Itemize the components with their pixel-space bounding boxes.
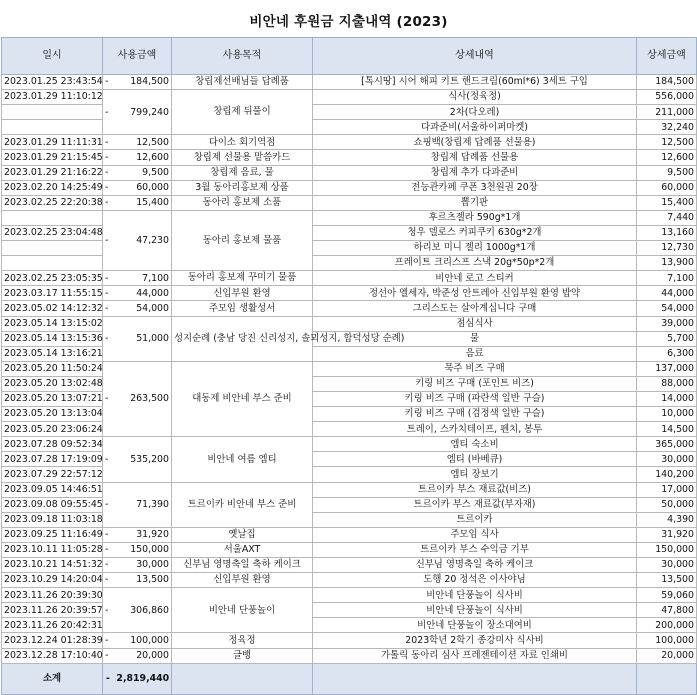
table-row xyxy=(2,361,697,376)
table-row xyxy=(2,542,697,557)
row-detail-amount: 47,800 xyxy=(637,603,697,618)
row-detail-amount: 150,000 xyxy=(637,542,697,557)
row-detail-amount: 31,920 xyxy=(637,527,697,542)
row-detail-amount: 100,000 xyxy=(637,633,697,648)
table-body xyxy=(2,75,697,664)
row-date: 2023.05.20 11:50:24 xyxy=(2,361,103,376)
row-amount: - 31,920 xyxy=(103,527,172,542)
row-detail: 엠티 (바베큐) xyxy=(313,452,637,467)
row-detail-amount: 88,000 xyxy=(637,376,697,391)
row-amount: - 44,000 xyxy=(103,286,172,301)
row-amount: - 51,000 xyxy=(103,316,172,361)
row-detail: 트레이, 스카치테이프, 펜치, 봉투 xyxy=(313,422,637,437)
header-purpose: 사용목적 xyxy=(172,38,313,75)
row-purpose: 트르이카 비안네 부스 준비 xyxy=(172,482,313,527)
row-detail-amount: 30,000 xyxy=(637,558,697,573)
row-detail: 도행 20 정석은 이사야님 xyxy=(313,573,637,588)
row-detail: 키링 비즈 구매 (검정색 일반 구슬) xyxy=(313,407,637,422)
total-amount-value: 2,819,440 xyxy=(116,672,170,684)
row-detail: 묵주 비즈 구매 xyxy=(313,361,637,376)
row-date: 2023.10.11 11:05:28 xyxy=(2,542,103,557)
row-detail: 주모임 식사 xyxy=(313,527,637,542)
row-date: 2023.02.25 23:05:35 xyxy=(2,271,103,286)
row-detail: 하리보 미니 젤리 1000g*1개 xyxy=(313,241,637,256)
row-date: 2023.05.14 13:15:02 xyxy=(2,316,103,331)
row-amount: - 263,500 xyxy=(103,361,172,436)
row-date: 2023.09.18 11:03:18 xyxy=(2,512,103,527)
row-detail-amount: 7,440 xyxy=(637,210,697,225)
row-detail: 음료 xyxy=(313,346,637,361)
row-detail: 키링 비즈 구매 (포인트 비즈) xyxy=(313,376,637,391)
row-detail: 다과준비(서울하이퍼마켓) xyxy=(313,120,637,135)
row-detail-amount: 365,000 xyxy=(637,437,697,452)
row-date: 2023.01.29 11:10:12 xyxy=(2,90,103,105)
row-purpose: 3월 동아리홍보제 상품 xyxy=(172,180,313,195)
table-row xyxy=(2,195,697,210)
row-detail-amount: 9,500 xyxy=(637,165,697,180)
row-purpose: 창립제 음료, 물 xyxy=(172,165,313,180)
row-detail: 비안네 단풍놀이 장소대여비 xyxy=(313,618,637,633)
row-amount: - 150,000 xyxy=(103,542,172,557)
row-detail-amount: 14,500 xyxy=(637,422,697,437)
row-detail-amount: 15,400 xyxy=(637,195,697,210)
row-amount: - 184,500 xyxy=(103,75,172,90)
row-detail: 비안네 단풍놀이 식사비 xyxy=(313,603,637,618)
row-date: 2023.05.20 23:06:24 xyxy=(2,422,103,437)
row-date: 2023.05.02 14:12:32 xyxy=(2,301,103,316)
row-amount: - 13,500 xyxy=(103,573,172,588)
row-date: 2023.07.28 09:52:34 xyxy=(2,437,103,452)
row-date: 2023.05.14 13:16:21 xyxy=(2,346,103,361)
row-date: 2023.07.28 17:19:09 xyxy=(2,452,103,467)
row-purpose: 다이소 회기역점 xyxy=(172,135,313,150)
table-row xyxy=(2,150,697,165)
row-date: 2023.11.26 20:42:31 xyxy=(2,618,103,633)
row-purpose: 글뱅 xyxy=(172,648,313,663)
row-amount: - 9,500 xyxy=(103,165,172,180)
row-detail-amount: 50,000 xyxy=(637,497,697,512)
row-date xyxy=(2,120,103,135)
row-date: 2023.02.25 22:20:38 xyxy=(2,195,103,210)
row-detail: 트르이카 부스 재료값(비즈) xyxy=(313,482,637,497)
row-date: 2023.09.25 11:16:49 xyxy=(2,527,103,542)
row-date: 2023.01.29 21:16:22 xyxy=(2,165,103,180)
row-purpose: 주모임 생활성서 xyxy=(172,301,313,316)
row-purpose: 신입부원 환영 xyxy=(172,573,313,588)
table-row xyxy=(2,437,697,452)
row-detail-amount: 556,000 xyxy=(637,90,697,105)
row-amount: - 54,000 xyxy=(103,301,172,316)
row-detail-amount: 10,000 xyxy=(637,407,697,422)
row-detail: 후르츠젤라 590g*1개 xyxy=(313,210,637,225)
row-detail: 점심식사 xyxy=(313,316,637,331)
row-detail: 키링 비즈 구매 (파란색 일반 구슬) xyxy=(313,391,637,406)
row-detail-amount: 20,000 xyxy=(637,648,697,663)
row-amount: - 60,000 xyxy=(103,180,172,195)
row-detail-amount: 60,000 xyxy=(637,180,697,195)
row-detail-amount: 13,160 xyxy=(637,225,697,240)
row-detail-amount: 140,200 xyxy=(637,467,697,482)
row-amount: - 12,600 xyxy=(103,150,172,165)
row-detail: 2차(다오레) xyxy=(313,105,637,120)
row-detail: 비안네 단풍놀이 식사비 xyxy=(313,588,637,603)
table-row xyxy=(2,210,697,225)
row-detail-amount: 7,100 xyxy=(637,271,697,286)
row-detail: 엠티 숙소비 xyxy=(313,437,637,452)
row-detail: 그리스도는 살아계십니다 구매 xyxy=(313,301,637,316)
row-detail: 창립제 답례품 선물용 xyxy=(313,150,637,165)
row-date: 2023.01.29 21:15:45 xyxy=(2,150,103,165)
total-row xyxy=(2,663,697,694)
row-date: 2023.09.05 14:46:51 xyxy=(2,482,103,497)
total-empty xyxy=(313,663,637,694)
row-amount: - 306,860 xyxy=(103,588,172,633)
table-row xyxy=(2,588,697,603)
row-purpose: 창립제 선물용 맡씀카드 xyxy=(172,150,313,165)
row-detail-amount: 6,300 xyxy=(637,346,697,361)
header-detail-amount: 상세금액 xyxy=(637,38,697,75)
row-date: 2023.09.08 09:55:45 xyxy=(2,497,103,512)
table-row xyxy=(2,527,697,542)
row-date: 2023.03.17 11:55:15 xyxy=(2,286,103,301)
row-detail-amount: 137,000 xyxy=(637,361,697,376)
row-amount: - 47,230 xyxy=(103,210,172,270)
row-date: 2023.02.25 23:04:48 xyxy=(2,225,103,240)
table-row xyxy=(2,271,697,286)
row-detail-amount: 211,000 xyxy=(637,105,697,120)
table-row xyxy=(2,558,697,573)
table-row xyxy=(2,301,697,316)
row-detail-amount: 5,700 xyxy=(637,331,697,346)
table-row xyxy=(2,135,697,150)
table-row xyxy=(2,648,697,663)
row-detail: 신부님 영명축일 축하 케이크 xyxy=(313,558,637,573)
table-row xyxy=(2,75,697,90)
row-detail: 뽑기판 xyxy=(313,195,637,210)
row-purpose: 신입부원 환영 xyxy=(172,286,313,301)
row-amount: - 535,200 xyxy=(103,437,172,482)
total-amount: - 2,819,440 xyxy=(103,663,172,694)
table-row xyxy=(2,90,697,105)
row-purpose: 신부님 영명축일 축하 케이크 xyxy=(172,558,313,573)
row-detail: 창립제 추가 다과준비 xyxy=(313,165,637,180)
row-detail: 엠티 장보기 xyxy=(313,467,637,482)
row-date: 2023.10.21 14:51:32 xyxy=(2,558,103,573)
row-detail-amount: 39,000 xyxy=(637,316,697,331)
row-date: 2023.07.29 22:57:12 xyxy=(2,467,103,482)
table-row xyxy=(2,165,697,180)
row-detail: 프레이트 크리스프 스낵 20g*50p*2개 xyxy=(313,256,637,271)
row-purpose: 대동제 비안네 부스 준비 xyxy=(172,361,313,436)
row-date: 2023.12.24 01:28:39 xyxy=(2,633,103,648)
row-detail-amount: 12,730 xyxy=(637,241,697,256)
row-detail-amount: 14,000 xyxy=(637,391,697,406)
row-detail-amount: 184,500 xyxy=(637,75,697,90)
row-purpose: 옛날집 xyxy=(172,527,313,542)
row-amount: - 30,000 xyxy=(103,558,172,573)
row-date: 2023.01.25 23:43:54 xyxy=(2,75,103,90)
row-date: 2023.05.20 13:02:48 xyxy=(2,376,103,391)
row-detail-amount: 13,900 xyxy=(637,256,697,271)
row-detail-amount: 32,240 xyxy=(637,120,697,135)
expense-table xyxy=(1,37,697,695)
table-row xyxy=(2,286,697,301)
row-amount: - 100,000 xyxy=(103,633,172,648)
row-amount: - 71,390 xyxy=(103,482,172,527)
row-detail: 트르이카 xyxy=(313,512,637,527)
row-date: 2023.10.29 14:20:04 xyxy=(2,573,103,588)
row-date: 2023.05.20 13:13:04 xyxy=(2,407,103,422)
row-detail-amount: 44,000 xyxy=(637,286,697,301)
total-empty xyxy=(172,663,313,694)
table-row xyxy=(2,633,697,648)
row-purpose: 동아리 홍보제 물품 xyxy=(172,210,313,270)
header-amount: 사용금액 xyxy=(103,38,172,75)
row-detail: 비안네 로고 스티커 xyxy=(313,271,637,286)
row-detail-amount: 12,500 xyxy=(637,135,697,150)
row-date xyxy=(2,105,103,120)
row-date: 2023.05.14 13:15:36 xyxy=(2,331,103,346)
row-date: 2023.02.20 14:25:49 xyxy=(2,180,103,195)
row-detail: 청우 델로스 커피쿠키 630g*2개 xyxy=(313,225,637,240)
row-date xyxy=(2,210,103,225)
row-detail-amount: 4,390 xyxy=(637,512,697,527)
row-date: 2023.11.26 20:39:57 xyxy=(2,603,103,618)
row-date: 2023.05.20 13:07:21 xyxy=(2,391,103,406)
row-purpose: 비안네 단풍놀이 xyxy=(172,588,313,633)
row-amount: - 20,000 xyxy=(103,648,172,663)
row-date: 2023.11.26 20:39:30 xyxy=(2,588,103,603)
row-detail-amount: 30,000 xyxy=(637,452,697,467)
row-amount: - 7,100 xyxy=(103,271,172,286)
header-row xyxy=(2,38,697,75)
row-detail: 트르이카 부스 재료값(부자재) xyxy=(313,497,637,512)
row-detail: 가톨릭 동아리 심사 프레젠테이션 자료 인쇄비 xyxy=(313,648,637,663)
row-detail-amount: 59,060 xyxy=(637,588,697,603)
row-amount: - 12,500 xyxy=(103,135,172,150)
table-row xyxy=(2,573,697,588)
row-purpose: 비안네 여름 엠티 xyxy=(172,437,313,482)
row-detail-amount: 17,000 xyxy=(637,482,697,497)
row-amount: - 15,400 xyxy=(103,195,172,210)
row-purpose: 창립제선배님들 답례품 xyxy=(172,75,313,90)
header-detail: 상세내역 xyxy=(313,38,637,75)
row-detail-amount: 12,600 xyxy=(637,150,697,165)
row-detail: 쇼핑백(창립제 답례품 선물용) xyxy=(313,135,637,150)
row-detail: 식사(정육정) xyxy=(313,90,637,105)
row-amount: - 799,240 xyxy=(103,90,172,135)
row-detail: 전능관카페 쿠폰 3천원권 20장 xyxy=(313,180,637,195)
row-detail: 물 xyxy=(313,331,637,346)
row-date: 2023.01.29 11:11:31 xyxy=(2,135,103,150)
row-date xyxy=(2,241,103,256)
row-detail-amount: 200,000 xyxy=(637,618,697,633)
row-detail: 정선아 엘세자, 박준성 안트레아 신입부원 환영 밥약 xyxy=(313,286,637,301)
row-detail: [톡시땅] 시어 해피 키트 핸드크림(60ml*6) 3세트 구입 xyxy=(313,75,637,90)
row-purpose: 성지순례 (충남 당진 신리성지, 솔뫼성지, 합덕성당 순례) xyxy=(172,316,313,361)
row-purpose: 창립제 뒤풀이 xyxy=(172,90,313,135)
row-purpose: 서울AXT xyxy=(172,542,313,557)
row-detail-amount: 54,000 xyxy=(637,301,697,316)
table-row xyxy=(2,316,697,331)
row-detail-amount: 13,500 xyxy=(637,573,697,588)
row-purpose: 정육정 xyxy=(172,633,313,648)
page-title: 비안네 후원금 지출내역 (2023) xyxy=(249,14,448,30)
row-purpose: 동아리 홍보제 소품 xyxy=(172,195,313,210)
total-label: 소계 xyxy=(2,663,103,694)
row-date: 2023.12.28 17:10:40 xyxy=(2,648,103,663)
table-row xyxy=(2,180,697,195)
row-date xyxy=(2,256,103,271)
header-date: 일시 xyxy=(2,38,103,75)
row-detail: 트르이카 부스 수익금 기부 xyxy=(313,542,637,557)
table-row xyxy=(2,482,697,497)
total-empty xyxy=(637,663,697,694)
row-detail: 2023학년 2학기 종강미사 식사비 xyxy=(313,633,637,648)
row-purpose: 동아리 홍보제 꾸미기 물품 xyxy=(172,271,313,286)
